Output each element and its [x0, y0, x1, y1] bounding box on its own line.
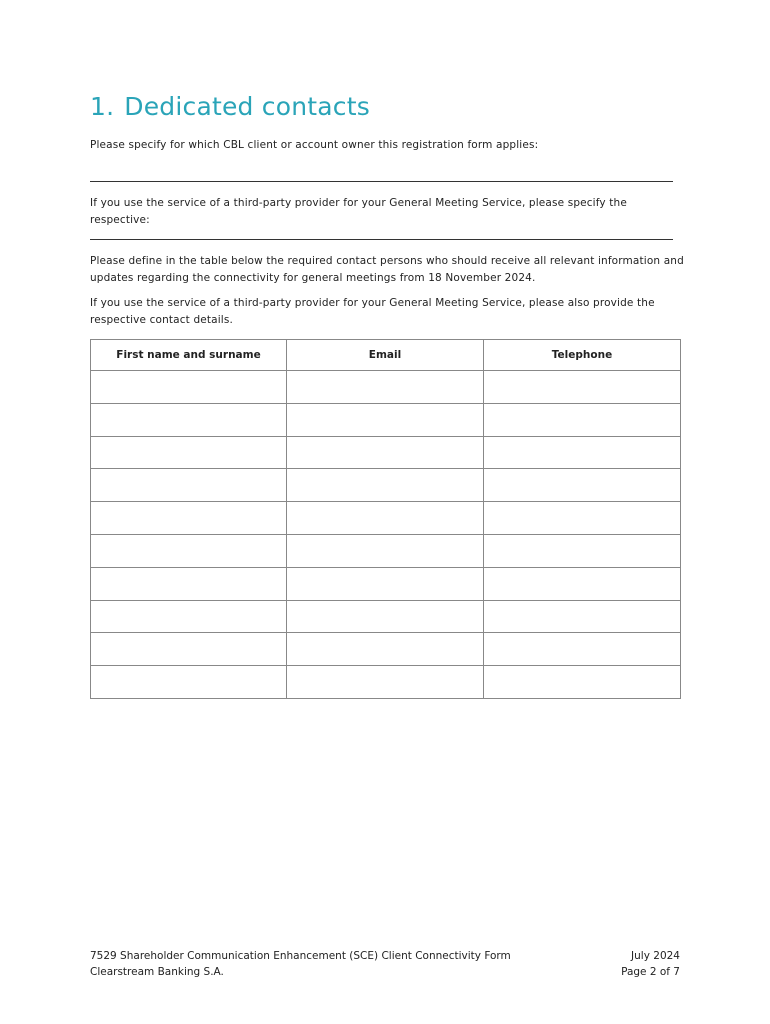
- telephone-cell[interactable]: [484, 666, 681, 699]
- footer-date: July 2024: [631, 950, 680, 962]
- section-title: Dedicated contacts: [124, 92, 370, 121]
- email-cell[interactable]: [287, 633, 484, 666]
- table-row: [91, 534, 681, 567]
- table-row: [91, 600, 681, 633]
- name-cell[interactable]: [91, 371, 287, 404]
- email-cell[interactable]: [287, 567, 484, 600]
- telephone-cell[interactable]: [484, 469, 681, 502]
- telephone-cell[interactable]: [484, 436, 681, 469]
- section-heading: [90, 92, 370, 121]
- email-cell[interactable]: [287, 436, 484, 469]
- provider-contacts-note: If you use the service of a third-party provider for your General Meeting Service, please also provide the respective contact details.: [90, 297, 655, 326]
- name-cell[interactable]: [91, 633, 287, 666]
- email-cell[interactable]: [287, 371, 484, 404]
- client-prompt: Please specify for which CBL client or account owner this registration form applies:: [90, 139, 539, 151]
- name-cell[interactable]: [91, 436, 287, 469]
- provider-prompt: If you use the service of a third-party provider for your General Meeting Service, please specify the respective:: [90, 197, 627, 226]
- header-telephone: Telephone: [484, 340, 681, 371]
- name-cell[interactable]: [91, 403, 287, 436]
- email-cell[interactable]: [287, 403, 484, 436]
- header-email: Email: [287, 340, 484, 371]
- footer-left: [90, 948, 511, 980]
- table-row: [91, 469, 681, 502]
- name-cell[interactable]: [91, 666, 287, 699]
- contacts-table: [90, 339, 681, 699]
- telephone-cell[interactable]: [484, 371, 681, 404]
- section-number: 1.: [90, 92, 115, 121]
- table-row: [91, 403, 681, 436]
- table-row: [91, 502, 681, 535]
- telephone-cell[interactable]: [484, 403, 681, 436]
- provider-name-fill-line[interactable]: [90, 239, 673, 240]
- email-cell[interactable]: [287, 534, 484, 567]
- header-name: First name and surname: [91, 340, 287, 371]
- email-cell[interactable]: [287, 666, 484, 699]
- footer-company: Clearstream Banking S.A.: [90, 966, 224, 978]
- email-cell[interactable]: [287, 502, 484, 535]
- name-cell[interactable]: [91, 567, 287, 600]
- footer-page-number: Page 2 of 7: [621, 966, 680, 978]
- table-row: [91, 633, 681, 666]
- table-row: [91, 436, 681, 469]
- table-row: [91, 666, 681, 699]
- email-cell[interactable]: [287, 600, 484, 633]
- name-cell[interactable]: [91, 600, 287, 633]
- table-instructions: Please define in the table below the required contact persons who should receive all relevant information and updates regarding the connectivity for general meetings from 18 November 2024.: [90, 255, 684, 284]
- email-cell[interactable]: [287, 469, 484, 502]
- telephone-cell[interactable]: [484, 600, 681, 633]
- client-name-fill-line[interactable]: [90, 181, 673, 182]
- table-row: [91, 567, 681, 600]
- telephone-cell[interactable]: [484, 502, 681, 535]
- table-header-row: [91, 340, 681, 371]
- telephone-cell[interactable]: [484, 567, 681, 600]
- footer-form-title: 7529 Shareholder Communication Enhancement (SCE) Client Connectivity Form: [90, 950, 511, 962]
- name-cell[interactable]: [91, 534, 287, 567]
- telephone-cell[interactable]: [484, 534, 681, 567]
- table-row: [91, 371, 681, 404]
- name-cell[interactable]: [91, 469, 287, 502]
- name-cell[interactable]: [91, 502, 287, 535]
- footer-right: [621, 948, 680, 980]
- telephone-cell[interactable]: [484, 633, 681, 666]
